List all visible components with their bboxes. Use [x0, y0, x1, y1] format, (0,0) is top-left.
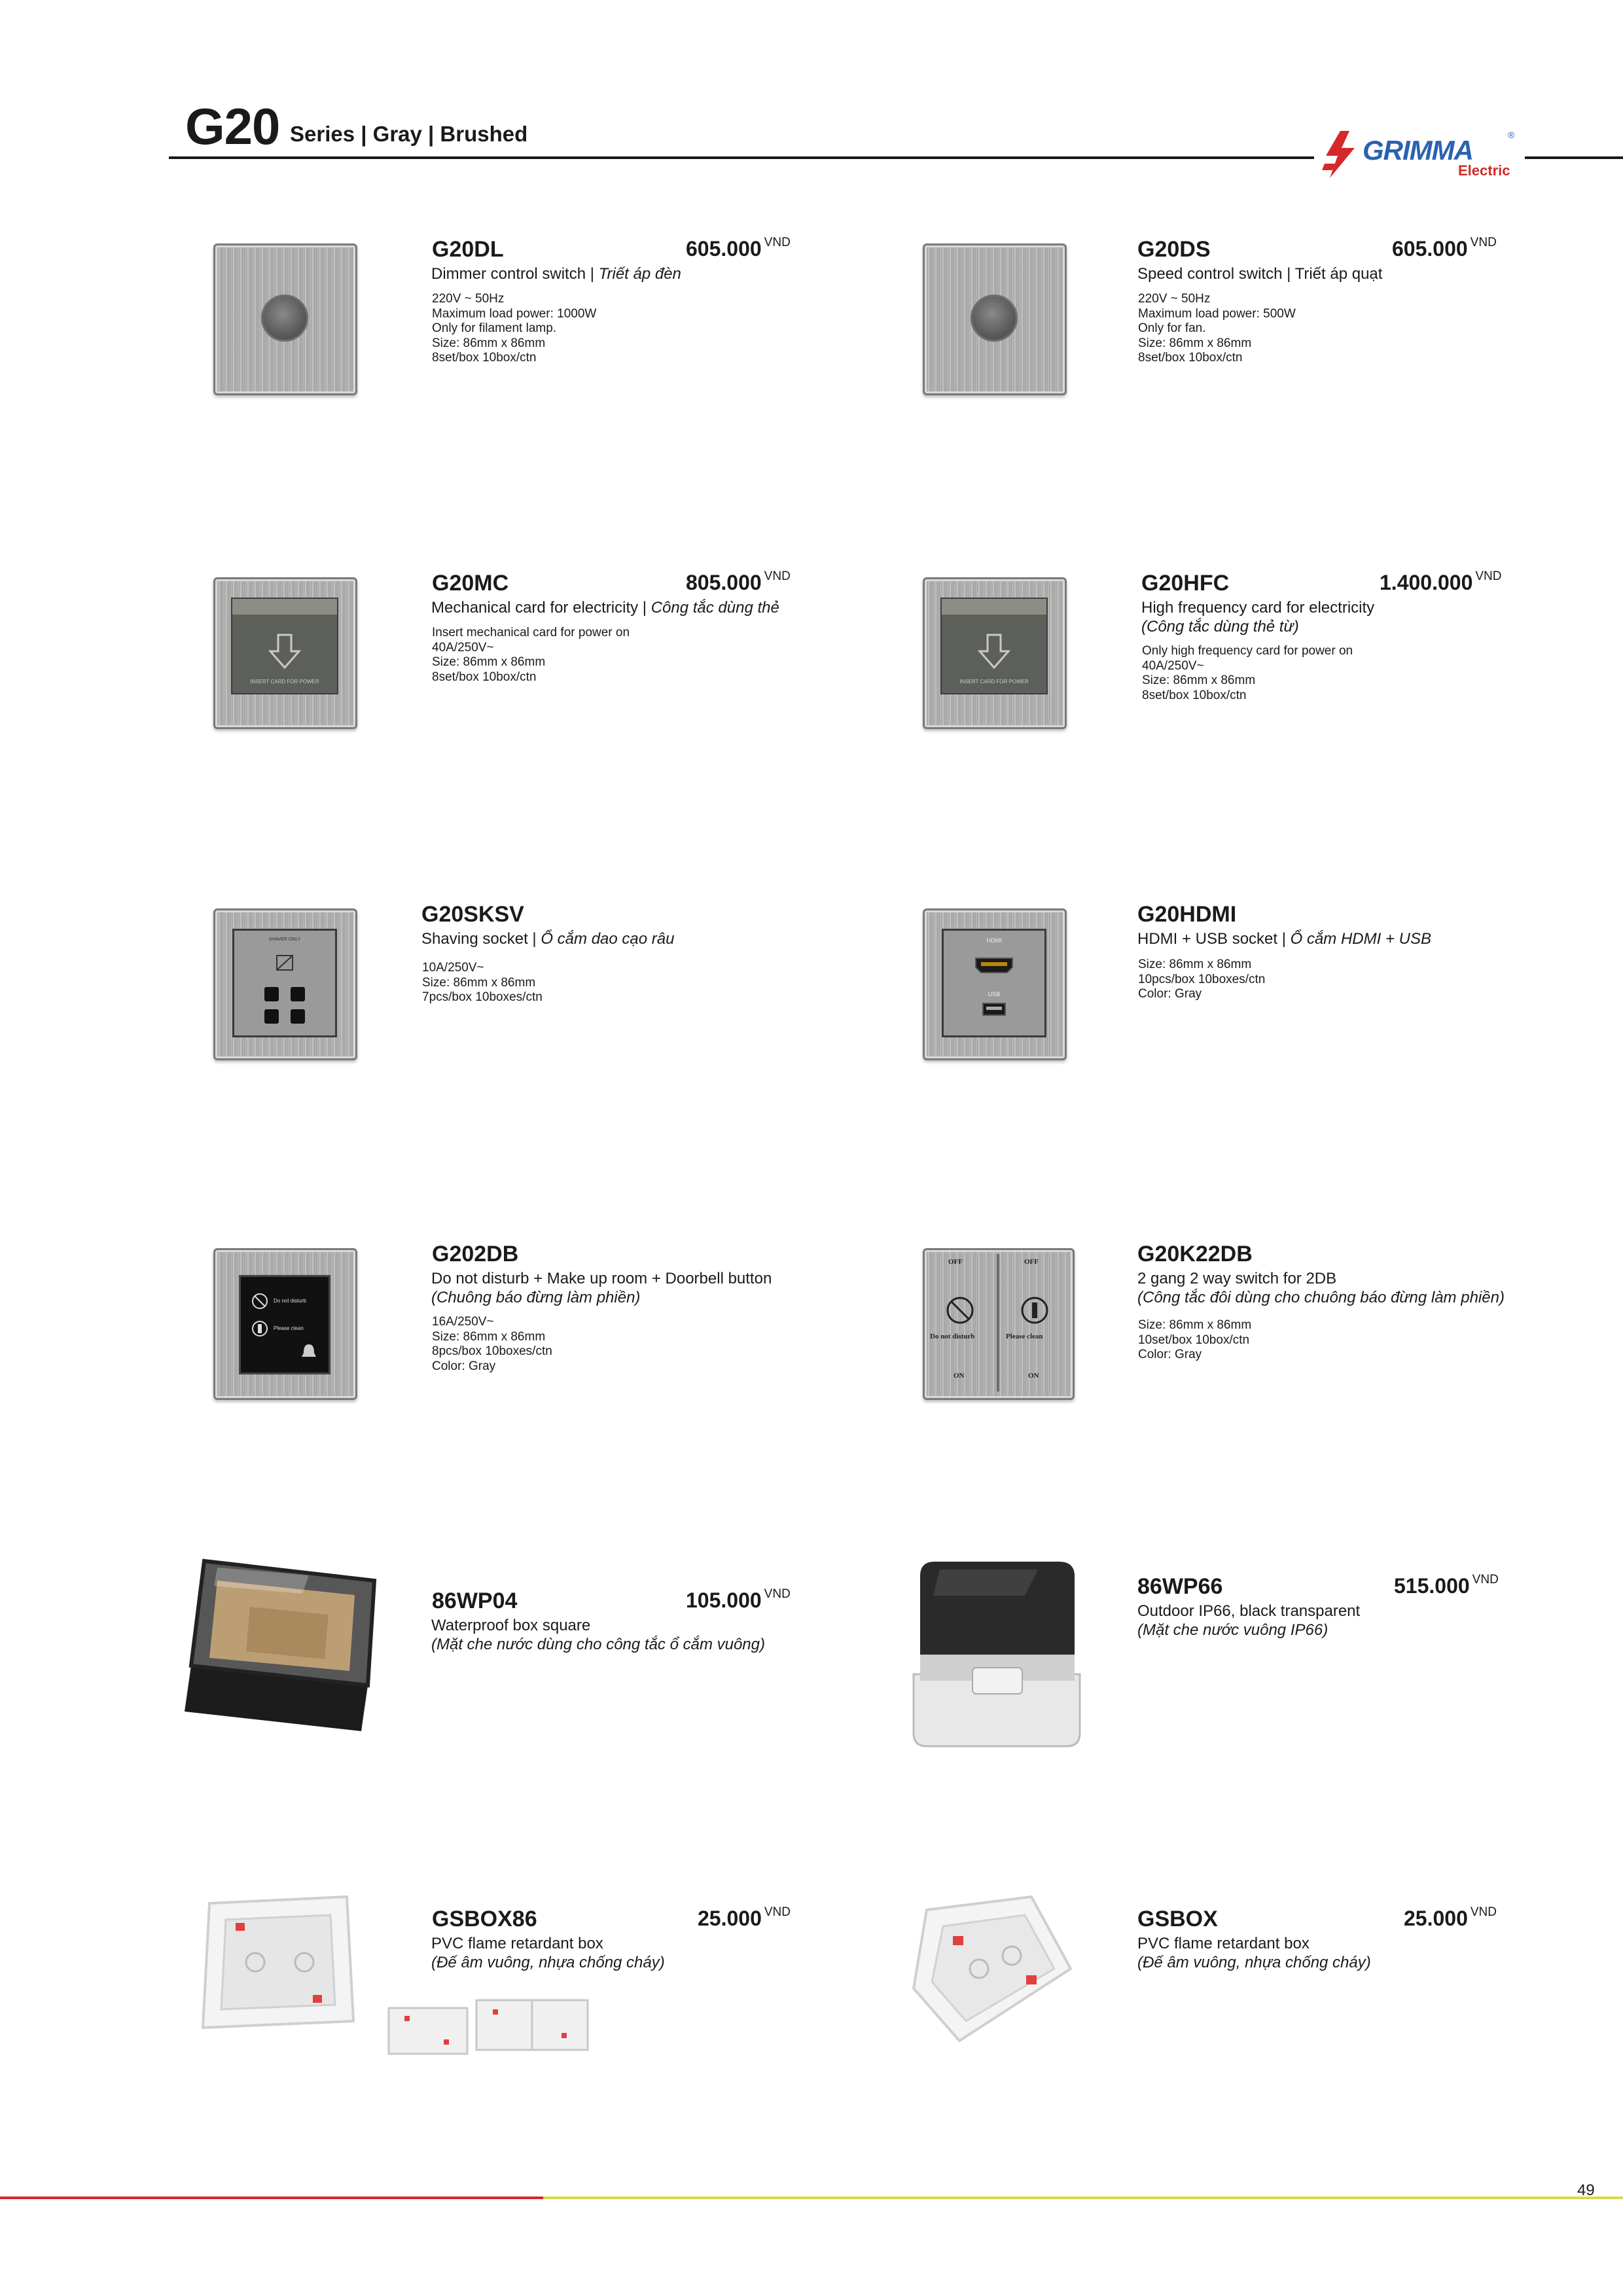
product-price: 25.000 $^{VND}$: [1404, 1905, 1497, 1930]
arrow-down-icon: [265, 632, 304, 671]
speed-knob-icon: [971, 295, 1018, 342]
product-desc: Shaving socket | Ổ cắm dao cạo râu: [421, 930, 675, 948]
hdmi-usb-plate-image: [923, 908, 1067, 1060]
product-desc: Dimmer control switch | Triết áp đèn: [431, 265, 681, 283]
product-price: 25.000 $^{VND}$: [698, 1905, 791, 1930]
product-code: G20DS: [1137, 237, 1211, 262]
product-desc: PVC flame retardant box (Đế âm vuông, nhựa chống cháy): [431, 1935, 665, 1971]
hdmi-usb-face: [942, 929, 1046, 1037]
hdmi-port-icon: [974, 957, 1014, 974]
gang-divider: [997, 1254, 999, 1391]
pvc-box-image: [196, 1890, 360, 2041]
product-code: G20HDMI: [1137, 902, 1237, 927]
hdmi-label: HDMI: [986, 937, 1002, 944]
product-price: 605.000 $^{VND}$: [686, 236, 791, 260]
two-gang-switch-plate-image: [923, 1248, 1075, 1400]
usb-label: USB: [988, 991, 1001, 997]
on-label: ON: [1028, 1372, 1039, 1380]
lightning-logo-icon: [1321, 131, 1360, 178]
header-rule: [169, 156, 1314, 159]
glass-touch-panel: [239, 1275, 330, 1374]
product-specs: 220V ~ 50Hz Maximum load power: 500W Only for fan. Size: 86mm x 86mm 8set/box 10box/ctn: [1138, 292, 1296, 365]
shaver-label: SHAVER ONLY: [268, 937, 301, 942]
brand-sub: Electric: [1458, 162, 1510, 179]
speed-control-plate-image: [923, 243, 1067, 395]
dimmer-knob-icon: [261, 295, 308, 342]
product-desc: Do not disturb + Make up room + Doorbell button (Chuông báo đừng làm phiền): [431, 1270, 772, 1306]
product-code: G202DB: [432, 1242, 519, 1266]
pvc-box-image: [907, 1890, 1084, 2054]
product-price: 105.000 $^{VND}$: [686, 1587, 791, 1612]
socket-hole: [291, 987, 305, 1001]
card-insert-label: INSERT CARD FOR POWER: [959, 679, 1029, 685]
product-price: 515.000 $^{VND}$: [1394, 1573, 1499, 1598]
dimmer-plate-image: [213, 243, 357, 395]
clean-icon: [1020, 1296, 1049, 1325]
socket-hole: [291, 1009, 305, 1024]
shaver-socket-plate-image: [213, 908, 357, 1060]
product-price: 805.000 $^{VND}$: [686, 569, 791, 594]
product-specs: Only high frequency card for power on 40A/250V~ Size: 86mm x 86mm 8set/box 10box/ctn: [1142, 644, 1353, 702]
product-code: 86WP04: [432, 1588, 518, 1613]
product-price: 1.400.000 $^{VND}$: [1380, 569, 1502, 594]
socket-face: [232, 929, 337, 1037]
product-desc: Outdoor IP66, black transparent (Mặt che nước vuông IP66): [1137, 1602, 1361, 1639]
card-switch-plate-image: [213, 577, 357, 729]
page-number: 49: [1577, 2181, 1595, 2199]
product-desc: Mechanical card for electricity | Công tắc dùng thẻ: [431, 599, 779, 617]
card-insert-label: INSERT CARD FOR POWER: [250, 679, 319, 685]
brand-name: GRIMMA: [1363, 135, 1473, 166]
off-label: OFF: [948, 1258, 963, 1266]
product-specs: Size: 86mm x 86mm 10pcs/box 10boxes/ctn Color: Gray: [1138, 958, 1266, 1001]
product-desc: Speed control switch | Triết áp quạt: [1137, 265, 1383, 283]
socket-hole: [264, 1009, 279, 1024]
brand-logo: [1321, 128, 1517, 181]
product-specs: 220V ~ 50Hz Maximum load power: 1000W Only for filament lamp. Size: 86mm x 86mm 8set/box 10box/ctn: [432, 292, 597, 365]
shaver-icon: [273, 953, 296, 973]
brand-registered: ®: [1508, 130, 1515, 140]
header-rule-right: [1525, 156, 1623, 159]
dnd-icon: [946, 1296, 974, 1325]
product-code: G20MC: [432, 571, 509, 596]
product-code: G20K22DB: [1137, 1242, 1253, 1266]
card-slot: [940, 598, 1048, 694]
dnd-label: Do not disturb: [930, 1333, 975, 1340]
bell-icon: [300, 1342, 318, 1361]
waterproof-box-image: [178, 1554, 394, 1744]
clean-label: Please clean: [1006, 1333, 1043, 1340]
card-slot: [231, 598, 338, 694]
product-code: G20DL: [432, 237, 504, 262]
product-desc: HDMI + USB socket | Ổ cắm HDMI + USB: [1137, 930, 1431, 948]
usb-port-icon: [982, 1003, 1006, 1016]
product-desc: PVC flame retardant box (Đế âm vuông, nhựa chống cháy): [1137, 1935, 1371, 1971]
series-subtitle: Series | Gray | Brushed: [290, 122, 528, 146]
product-specs: Size: 86mm x 86mm 10set/box 10box/ctn Color: Gray: [1138, 1318, 1252, 1361]
dnd-panel-plate-image: [213, 1248, 357, 1400]
footer-rule-yellow: [543, 2197, 1623, 2199]
clean-icon: [251, 1320, 268, 1337]
off-label: OFF: [1024, 1258, 1039, 1266]
product-specs: Insert mechanical card for power on 40A/250V~ Size: 86mm x 86mm 8set/box 10box/ctn: [432, 626, 630, 684]
product-code: 86WP66: [1137, 1574, 1223, 1599]
outdoor-ip66-box-image: [894, 1556, 1099, 1753]
socket-hole: [264, 987, 279, 1001]
product-specs: 10A/250V~ Size: 86mm x 86mm 7pcs/box 10boxes/ctn: [422, 961, 543, 1004]
product-desc: 2 gang 2 way switch for 2DB (Công tắc đôi dùng cho chuông báo đừng làm phiền): [1137, 1270, 1505, 1306]
product-code: G20SKSV: [421, 902, 524, 927]
series-code: G20: [185, 98, 280, 155]
hf-card-switch-plate-image: [923, 577, 1067, 729]
product-specs: 16A/250V~ Size: 86mm x 86mm 8pcs/box 10boxes/ctn Color: Gray: [432, 1315, 552, 1373]
dnd-icon: [251, 1293, 268, 1310]
product-code: GSBOX: [1137, 1907, 1218, 1931]
product-code: G20HFC: [1141, 571, 1230, 596]
pvc-multi-box-image: [385, 1994, 594, 2059]
on-label: ON: [954, 1372, 965, 1380]
arrow-down-icon: [974, 632, 1014, 671]
product-desc: Waterproof box square (Mặt che nước dùng cho công tắc ổ cắm vuông): [431, 1617, 765, 1653]
footer-rule-red: [0, 2197, 543, 2199]
clean-label: Please clean: [274, 1325, 304, 1331]
product-code: GSBOX86: [432, 1907, 537, 1931]
product-desc: High frequency card for electricity (Công tắc dùng thẻ từ): [1141, 599, 1375, 636]
product-price: 605.000 $^{VND}$: [1392, 236, 1497, 260]
dnd-label: Do not disturb: [274, 1298, 306, 1304]
